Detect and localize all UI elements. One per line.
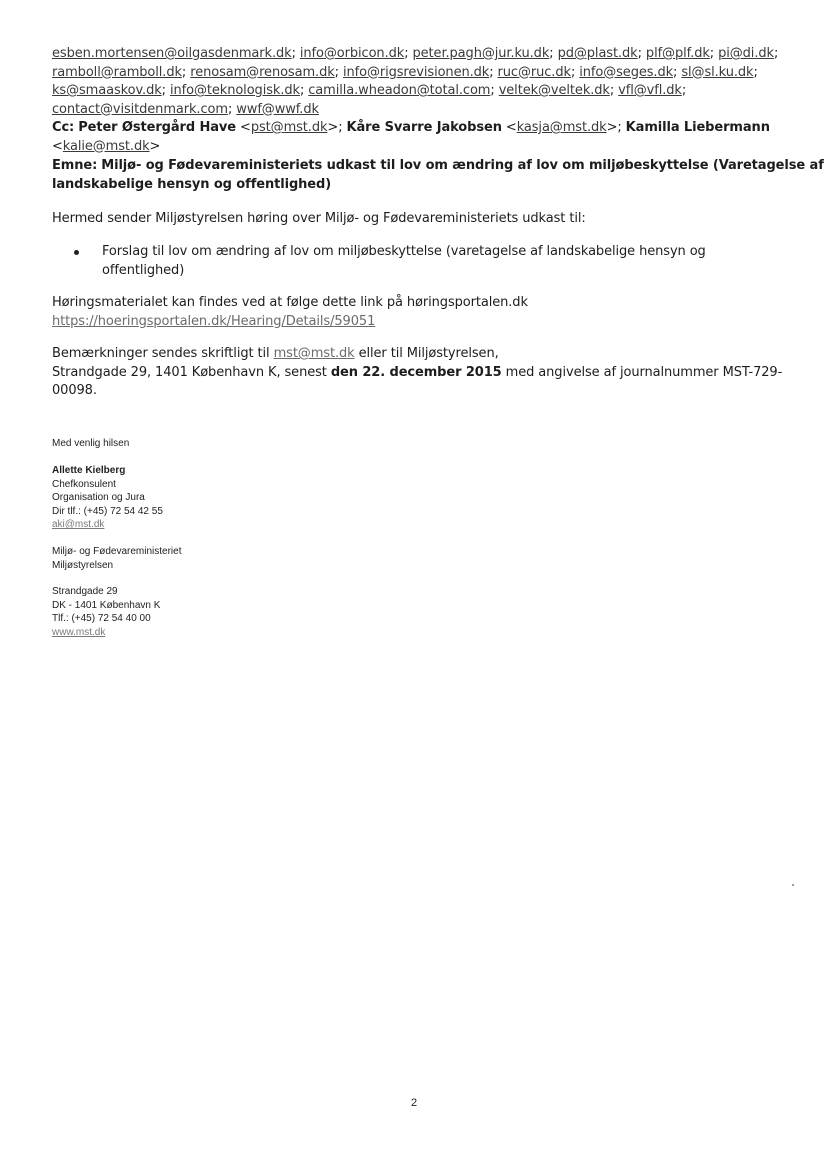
bullet-dot: [74, 250, 79, 255]
recipient-email[interactable]: peter.pagh@jur.ku.dk: [412, 46, 550, 61]
recipient-email[interactable]: info@orbicon.dk: [299, 46, 405, 61]
recipient-email[interactable]: wwf@wwf.dk: [236, 101, 319, 117]
street-address: Strandgade 29: [52, 586, 118, 597]
material-text: Høringsmaterialet kan findes ved at følge dette link på høringsportalen.dk: [52, 295, 528, 310]
recipient-email[interactable]: plf@plf.dk: [645, 46, 710, 61]
hearing-portal-link[interactable]: https://hoeringsportalen.dk/Hearing/Details/59051: [52, 313, 376, 329]
recipient-email[interactable]: pi@di.dk: [718, 46, 774, 61]
subject-label: Emne:: [52, 158, 98, 173]
cc-field: Cc: Peter Østergård Have <pst@mst.dk>; Kåre Svarre Jakobsen <kasja@mst.dk>; Kamilla Liebermann <kalie@mst.dk>: [52, 120, 770, 154]
remarks-text: Bemærkninger sendes skriftligt til: [52, 346, 274, 361]
bullet-text-line-1: Forslag til lov om ændring af lov om miljøbeskyttelse (varetagelse af landskabelige hensyn og: [102, 244, 706, 259]
bullet-item: [52, 243, 782, 280]
recipient-list: [52, 45, 782, 119]
ministry-name: Miljø- og Fødevareministeriet: [52, 546, 182, 557]
remarks-email-link[interactable]: mst@mst.dk: [273, 346, 355, 361]
recipient-email[interactable]: esben.mortensen@oilgasdenmark.dk: [52, 46, 292, 61]
material-paragraph: [52, 294, 782, 331]
city-address: DK - 1401 København K: [52, 599, 161, 611]
address-text: Strandgade 29, 1401 København K, senest: [52, 364, 331, 380]
remarks-paragraph: [52, 345, 782, 401]
signature-greeting: Med venlig hilsen: [52, 438, 130, 449]
recipient-email[interactable]: ramboll@ramboll.dk: [52, 64, 182, 80]
recipient-email[interactable]: veltek@veltek.dk: [498, 83, 610, 98]
cc-email[interactable]: kasja@mst.dk: [516, 120, 607, 135]
signer-phone: Dir tlf.: (+45) 72 54 42 55: [52, 505, 163, 517]
cc-email[interactable]: pst@mst.dk: [250, 120, 328, 135]
recipient-line-4: contact@visitdenmark.com; wwf@wwf.dk: [52, 101, 319, 117]
deadline-date: den 22. december 2015: [330, 364, 502, 380]
journal-text: med angivelse af journalnummer MST-729-: [501, 364, 783, 380]
recipient-email[interactable]: vfl@vfl.dk: [618, 83, 682, 98]
recipient-email[interactable]: renosam@renosam.dk: [190, 64, 335, 80]
recipient-email[interactable]: ks@smaaskov.dk: [52, 83, 162, 98]
address-block: [52, 585, 782, 639]
signer-title: Chefkonsulent: [52, 478, 116, 490]
subject-text-line-2: landskabelige hensyn og offentlighed): [52, 176, 332, 192]
cc-email[interactable]: kalie@mst.dk: [62, 138, 150, 154]
recipient-email[interactable]: contact@visitdenmark.com: [52, 101, 228, 117]
subject-field: [52, 157, 824, 194]
recipient-email[interactable]: info@rigsrevisionen.dk: [342, 64, 490, 80]
signer-email-link[interactable]: aki@mst.dk: [52, 519, 105, 530]
cc-label: Cc:: [52, 120, 75, 135]
organisation-block: [52, 545, 782, 572]
remarks-text: eller til Miljøstyrelsen,: [354, 346, 499, 361]
intro-paragraph: Hermed sender Miljøstyrelsen høring over Miljø- og Fødevareministeriets udkast til:: [52, 211, 586, 226]
recipient-email[interactable]: camilla.wheadon@total.com: [308, 83, 491, 98]
agency-name: Miljøstyrelsen: [52, 559, 114, 571]
recipient-line-3: ks@smaaskov.dk; info@teknologisk.dk; camilla.wheadon@total.com; veltek@veltek.dk; vfl@vfl.dk;: [52, 83, 687, 98]
website-link[interactable]: www.mst.dk: [52, 626, 106, 638]
recipient-email[interactable]: info@seges.dk: [579, 64, 674, 80]
scan-speck: [792, 884, 794, 886]
signer-department: Organisation og Jura: [52, 492, 145, 503]
subject-text-line-1: Miljø- og Fødevareministeriets udkast til lov om ændring af lov om miljøbeskyttelse (Varetagelse af: [101, 158, 824, 173]
cc-name: Kåre Svarre Jakobsen: [346, 120, 502, 135]
recipient-email[interactable]: sl@sl.ku.dk: [681, 64, 754, 80]
recipient-email[interactable]: info@teknologisk.dk: [169, 83, 300, 98]
bullet-text-line-2: offentlighed): [102, 262, 185, 278]
recipient-line-1: esben.mortensen@oilgasdenmark.dk; info@orbicon.dk; peter.pagh@jur.ku.dk; pd@plast.dk; plf@plf.dk; pi@di.dk;: [52, 46, 779, 61]
recipient-line-2: ramboll@ramboll.dk; renosam@renosam.dk; info@rigsrevisionen.dk; ruc@ruc.dk; info@seges.dk; sl@sl.ku.dk;: [52, 64, 758, 80]
recipient-email[interactable]: ruc@ruc.dk: [497, 64, 571, 80]
cc-name: Peter Østergård Have: [78, 120, 237, 135]
signer-name: Allette Kielberg: [52, 465, 126, 476]
main-phone: Tlf.: (+45) 72 54 40 00: [52, 613, 151, 624]
recipient-email[interactable]: pd@plast.dk: [557, 46, 638, 61]
signature-block: [52, 464, 782, 532]
page-number: 2: [410, 1097, 418, 1109]
journal-number-end: 00098.: [52, 383, 97, 398]
cc-name: Kamilla Liebermann: [625, 120, 770, 135]
